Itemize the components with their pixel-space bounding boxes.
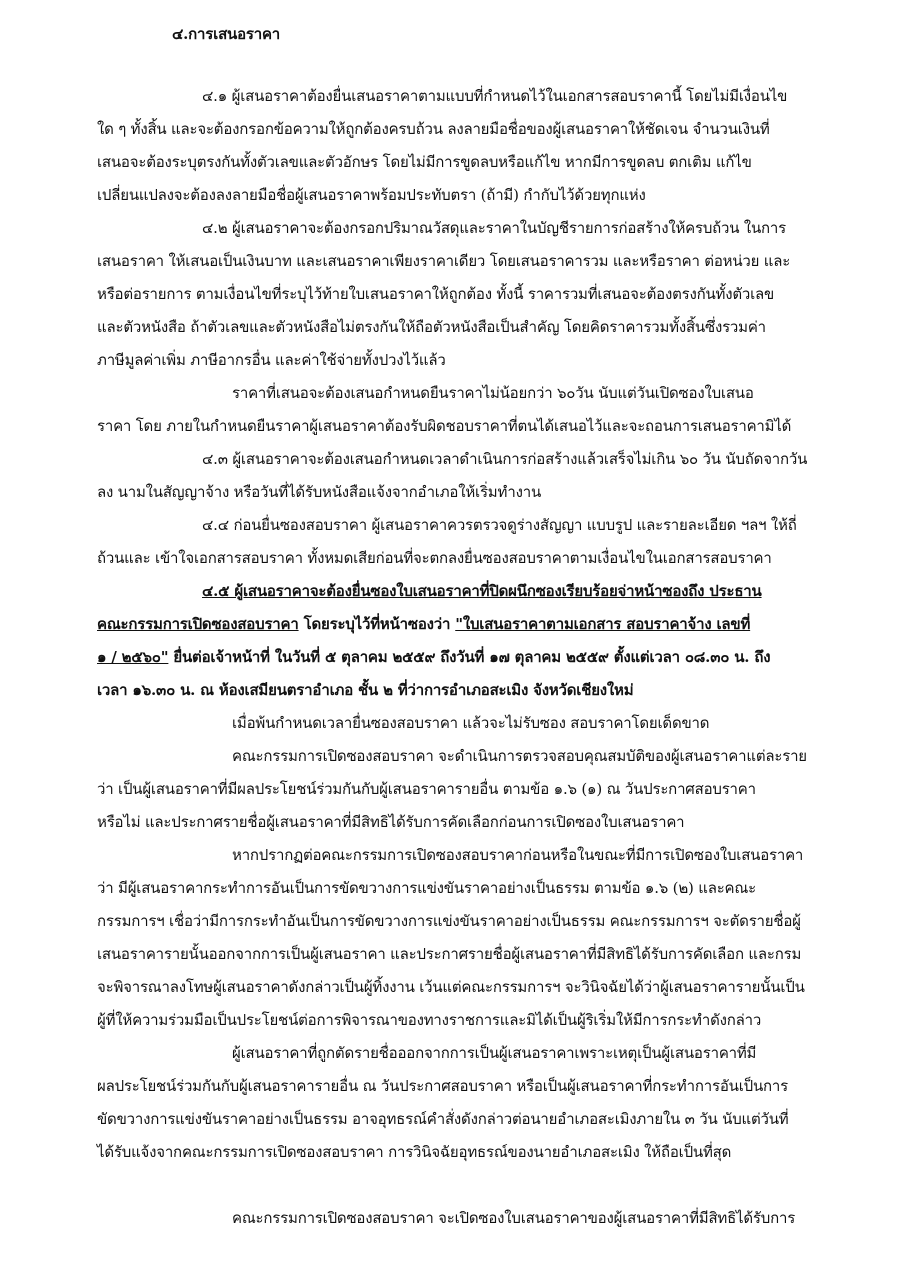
unfair-competition-line-5: จะพิจารณาลงโทษผู้เสนอราคาดังกล่าวเป็นผู้ทิ้งงาน เว้นแต่คณะกรรมการฯ จะวินิจฉัยได้ว่าผู้เสนอราคารายนั้นเป็น bbox=[97, 978, 805, 996]
section-4-4-line-1: ๔.๔ ก่อนยื่นซองสอบราคา ผู้เสนอราคาควรตรวจดูร่างสัญญา แบบรูป และรายละเอียด ฯลฯ ให้ถี่ bbox=[202, 516, 797, 534]
submission-dates: ยื่นต่อเจ้าหน้าที่ ในวันที่ ๕ ตุลาคม ๒๕๕๙ ถึงวันที่ ๑๗ ตุลาคม ๒๕๕๙ ตั้งแต่เวลา ๐๘.๓๐ น. ถึง bbox=[168, 648, 771, 666]
unfair-competition-line-1: หากปรากฏต่อคณะกรรมการเปิดซองสอบราคาก่อนหรือในขณะที่มีการเปิดซองใบเสนอราคา bbox=[232, 846, 804, 864]
deadline-note: เมื่อพ้นกำหนดเวลายื่นซองสอบราคา แล้วจะไม่รับซอง สอบราคาโดยเด็ดขาด bbox=[232, 714, 710, 732]
section-4-4-line-2: ถ้วนและ เข้าใจเอกสารสอบราคา ทั้งหมดเสียก่อนที่จะตกลงยื่นซองสอบราคาตามเงื่อนไขในเอกสารสอบราคา bbox=[97, 549, 772, 567]
appeal-line-4: ได้รับแจ้งจากคณะกรรมการเปิดซองสอบราคา การวินิจฉัยอุทธรณ์ของนายอำเภอสะเมิง ให้ถือเป็นที่สุด bbox=[97, 1143, 732, 1161]
section-4-2-line-4: และตัวหนังสือ ถ้าตัวเลขและตัวหนังสือไม่ตรงกันให้ถือตัวหนังสือเป็นสำคัญ โดยคิดราคารวมทั้งสิ้นซึ่งรวมค่า bbox=[97, 318, 766, 336]
appeal-line-2: ผลประโยชน์ร่วมกันกับผู้เสนอราคารายอื่น ณ วันประกาศสอบราคา หรือเป็นผู้เสนอราคาที่กระทำการอันเป็นการ bbox=[97, 1077, 788, 1095]
section-4-2-line-3: หรือต่อรายการ ตามเงื่อนไขที่ระบุไว้ท้ายใบเสนอราคาให้ถูกต้อง ทั้งนี้ ราคารวมที่เสนอจะต้องตรงกันทั้งตัวเลข bbox=[97, 285, 775, 303]
section-4-3-line-2: ลง นามในสัญญาจ้าง หรือวันที่ได้รับหนังสือแจ้งจากอำเภอให้เริ่มทำงาน bbox=[97, 483, 542, 501]
section-4-2-line-1: ๔.๒ ผู้เสนอราคาจะต้องกรอกปริมาณวัสดุและราคาในบัญชีรายการก่อสร้างให้ครบถ้วน ในการ bbox=[202, 219, 787, 237]
document-number: ๑ / ๒๕๖๐" bbox=[97, 648, 169, 666]
price-validity-line-1: ราคาที่เสนอจะต้องเสนอกำหนดยืนราคาไม่น้อยกว่า ๖๐วัน นับแต่วันเปิดซองใบเสนอ bbox=[232, 384, 754, 402]
section-4-5-line-4: เวลา ๑๖.๓๐ น. ณ ห้องเสมียนตราอำเภอ ชั้น ๒ ที่ว่าการอำเภอสะเมิง จังหวัดเชียงใหม่ bbox=[97, 681, 634, 699]
committee-check-line-2: ว่า เป็นผู้เสนอราคาที่มีผลประโยชน์ร่วมกันกับผู้เสนอราคารายอื่น ตามข้อ ๑.๖ (๑) ณ วันประกาศสอบราคา bbox=[97, 780, 756, 798]
envelope-instruction: โดยระบุไว้ที่หน้าซองว่า bbox=[298, 615, 456, 633]
appeal-line-3: ขัดขวางการแข่งขันราคาอย่างเป็นธรรม อาจอุทธรณ์คำสั่งดังกล่าวต่อนายอำเภอสะเมิงภายใน ๓ วัน นับแต่วันที่ bbox=[97, 1110, 789, 1128]
appeal-line-1: ผู้เสนอราคาที่ถูกตัดรายชื่อออกจากการเป็นผู้เสนอราคาเพราะเหตุเป็นผู้เสนอราคาที่มี bbox=[232, 1044, 757, 1062]
section-heading: ๔.การเสนอราคา bbox=[172, 25, 281, 43]
unfair-competition-line-3: กรรมการฯ เชื่อว่ามีการกระทำอันเป็นการขัดขวางการแข่งขันราคาอย่างเป็นธรรม คณะกรรมการฯ จะตัดรายชื่อผู้ bbox=[97, 912, 801, 930]
section-4-1-line-4: เปลี่ยนแปลงจะต้องลงลายมือชื่อผู้เสนอราคาพร้อมประทับตรา (ถ้ามี) กำกับไว้ด้วยทุกแห่ง bbox=[97, 186, 646, 204]
section-4-1-line-2: ใด ๆ ทั้งสิ้น และจะต้องกรอกข้อความให้ถูกต้องครบถ้วน ลงลายมือชื่อของผู้เสนอราคาให้ชัดเจน จำนวนเงินที่ bbox=[97, 120, 770, 138]
unfair-competition-line-6: ผู้ที่ให้ความร่วมมือเป็นประโยชน์ต่อการพิจารณาของทางราชการและมิได้เป็นผู้ริเริ่มให้มีการกระทำดังกล่าว bbox=[97, 1011, 762, 1029]
section-4-1-line-1: ๔.๑ ผู้เสนอราคาต้องยื่นเสนอราคาตามแบบที่กำหนดไว้ในเอกสารสอบราคานี้ โดยไม่มีเงื่อนไข bbox=[202, 87, 788, 105]
unfair-competition-line-2: ว่า มีผู้เสนอราคากระทำการอันเป็นการขัดขวางการแข่งขันราคาอย่างเป็นธรรม ตามข้อ ๑.๖ (๒) และคณะ bbox=[97, 879, 756, 897]
committee-check-line-3: หรือไม่ และประกาศรายชื่อผู้เสนอราคาที่มีสิทธิได้รับการคัดเลือกก่อนการเปิดซองใบเสนอราคา bbox=[97, 813, 685, 831]
unfair-competition-line-4: เสนอราคารายนั้นออกจากการเป็นผู้เสนอราคา และประกาศรายชื่อผู้เสนอราคาที่มีสิทธิได้รับการคัดเลือก และกรม bbox=[97, 945, 802, 963]
final-line: คณะกรรมการเปิดซองสอบราคา จะเปิดซองใบเสนอราคาของผู้เสนอราคาที่มีสิทธิได้รับการ bbox=[232, 1209, 796, 1227]
section-4-2-line-5: ภาษีมูลค่าเพิ่ม ภาษีอากรอื่น และค่าใช้จ่ายทั้งปวงไว้แล้ว bbox=[97, 351, 446, 369]
committee-recipient: คณะกรรมการเปิดซองสอบราคา bbox=[97, 615, 299, 633]
section-4-3-line-1: ๔.๓ ผู้เสนอราคาจะต้องเสนอกำหนดเวลาดำเนินการก่อสร้างแล้วเสร็จไม่เกิน ๖๐ วัน นับถัดจากวัน bbox=[202, 450, 808, 468]
section-4-5-line-3 bbox=[97, 647, 770, 667]
envelope-label: "ใบเสนอราคาตามเอกสาร สอบราคาจ้าง เลขที่ bbox=[455, 615, 751, 633]
section-4-5-line-1: ๔.๕ ผู้เสนอราคาจะต้องยื่นซองใบเสนอราคาที่ปิดผนึกซองเรียบร้อยจ่าหน้าซองถึง ประธาน bbox=[202, 582, 762, 600]
committee-check-line-1: คณะกรรมการเปิดซองสอบราคา จะดำเนินการตรวจสอบคุณสมบัติของผู้เสนอราคาแต่ละราย bbox=[232, 747, 807, 765]
section-4-5-line-2 bbox=[97, 614, 750, 634]
section-4-1-line-3: เสนอจะต้องระบุตรงกันทั้งตัวเลขและตัวอักษร โดยไม่มีการขูดลบหรือแก้ไข หากมีการขูดลบ ตกเติม แก้ไข bbox=[97, 153, 752, 171]
section-4-2-line-2: เสนอราคา ให้เสนอเป็นเงินบาท และเสนอราคาเพียงราคาเดียว โดยเสนอราคารวม และหรือราคา ต่อหน่วย และ bbox=[97, 252, 791, 270]
price-validity-line-2: ราคา โดย ภายในกำหนดยืนราคาผู้เสนอราคาต้องรับผิดชอบราคาที่ตนได้เสนอไว้และจะถอนการเสนอราคามิได้ bbox=[97, 417, 792, 435]
